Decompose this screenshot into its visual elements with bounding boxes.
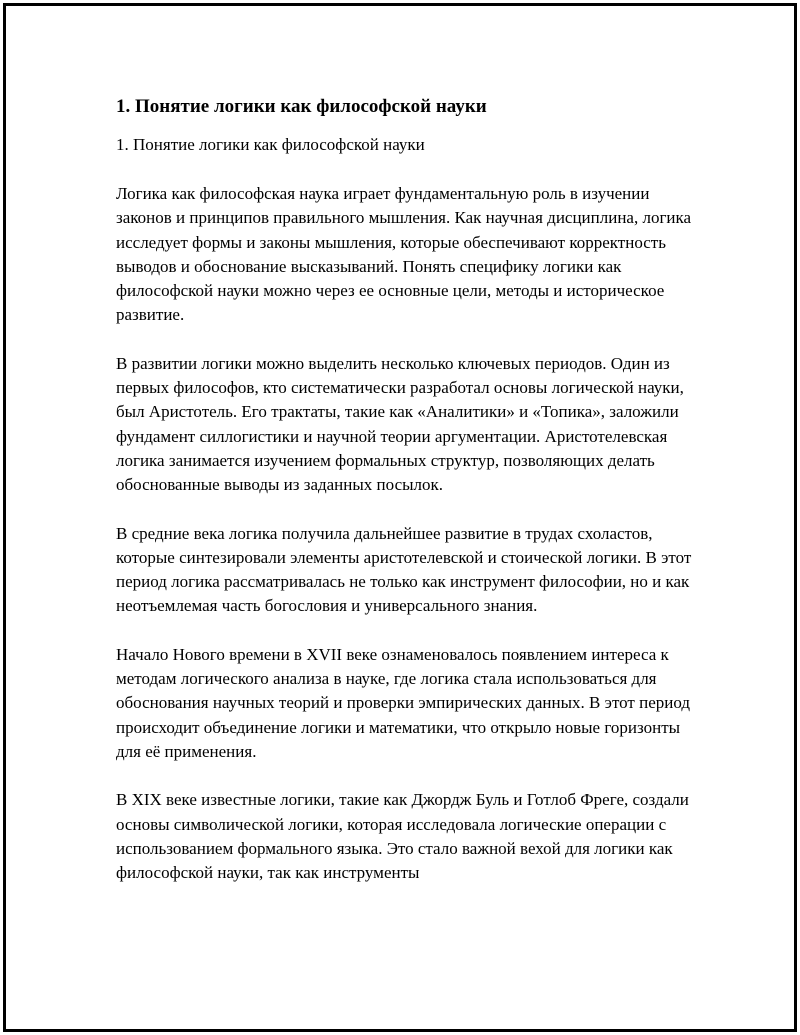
document-subtitle: 1. Понятие логики как философской науки — [116, 135, 425, 154]
document-title: 1. Понятие логики как философской науки — [116, 96, 487, 117]
paragraph-modern-era: Начало Нового времени в XVII веке ознаменовалось появлением интереса к методам логического анализа в науке, где логика стала использоваться для обоснования научных теорий и проверки эмпирических данных. В этот период происходит объединение логики и математики, что открыло новые горизонты для её применения. — [116, 644, 690, 761]
document-body — [116, 94, 696, 909]
paragraph-middle-ages: В средние века логика получила дальнейшее развитие в трудах схоластов, которые синтезировали элементы аристотелевской и стоической логики. В этот период логика рассматривалась не только как инструмент философии, но и как неотъемлемая часть богословия и универсального знания. — [116, 523, 692, 616]
paragraph-aristotle: В развитии логики можно выделить несколько ключевых периодов. Один из первых философов, кто систематически разработал основы логической науки, был Аристотель. Его трактаты, такие как «Аналитики» и «Топика», заложили фундамент силлогистики и научной теории аргументации. Аристотелевская логика занимается изучением формальных структур, позволяющих делать обоснованные выводы из заданных посылок. — [116, 353, 684, 495]
paragraph-intro: Логика как философская наука играет фундаментальную роль в изучении законов и принципов правильного мышления. Как научная дисциплина, логика исследует формы и законы мышления, которые обеспечивают корректность выводов и обоснование высказываний. Понять специфику логики как философской науки можно через ее основные цели, методы и историческое развитие. — [116, 184, 692, 325]
paragraph-19th-century: В XIX веке известные логики, такие как Джордж Буль и Готлоб Фреге, создали основы символической логики, которая исследовала логические операции с использованием формального языка. Это стало важной вехой для логики как философской науки, так как инструменты — [116, 790, 689, 883]
